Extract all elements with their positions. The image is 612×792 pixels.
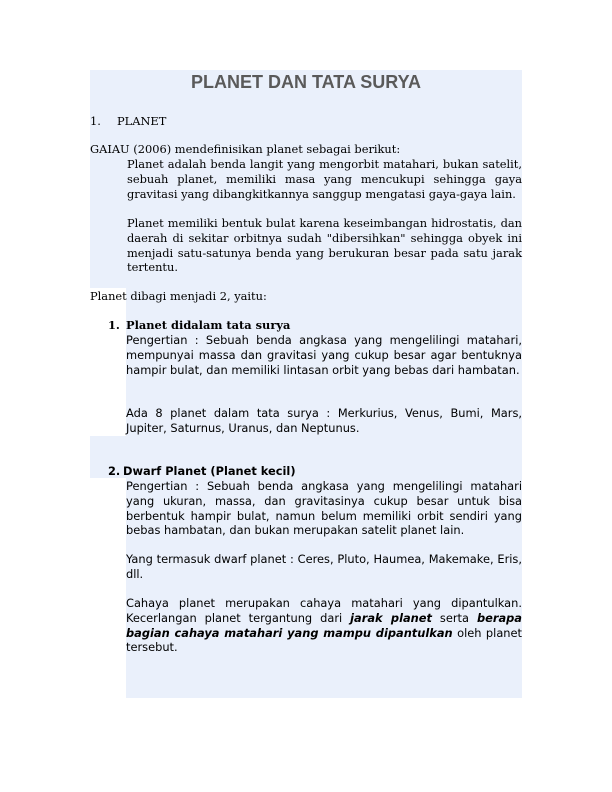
item-1-paragraph-1: Pengertian : Sebuah benda angkasa yang mengelilingi matahari, mempunyai massa dan gravitasi yang cukup besar agar bentuknya hampir bulat, dan memiliki lintasan orbit yang bebas dari hambatan. <box>126 333 522 377</box>
shade-band-1 <box>90 276 126 288</box>
intro-text: GAIAU (2006) mendefinisikan planet sebagai berikut: <box>90 142 401 156</box>
p3-emphasis-jarak: jarak planet <box>350 610 432 625</box>
p3-text-c: serta <box>431 610 477 625</box>
item-2-paragraph-3 <box>126 596 522 655</box>
page-title: PLANET DAN TATA SURYA <box>190 72 421 92</box>
divided-text: Planet dibagi menjadi 2, yaitu: <box>90 289 267 303</box>
section-number: 1. <box>90 114 101 128</box>
item-1-number: 1. <box>108 318 120 332</box>
item-1-paragraph-2: Ada 8 planet dalam tata surya : Merkurius, Venus, Bumi, Mars, Jupiter, Saturnus, Uranus, dan Neptunus. <box>126 406 522 435</box>
item-2-paragraph-2: Yang termasuk dwarf planet : Ceres, Pluto, Haumea, Makemake, Eris, dll. <box>126 552 522 581</box>
item-2-number: 2. <box>108 464 121 478</box>
p3-text-a: Cahaya planet merupakan cahaya matahari yang dipantulkan. Kecerlangan planet tergantung dari <box>126 596 522 625</box>
p3-text-e: oleh planet tersebut. <box>126 625 522 655</box>
item-2-paragraph-1: Pengertian : Sebuah benda angkasa yang mengelilingi matahari yang ukuran, massa, dan gravitasinya cukup besar untuk bisa berbentuk hampir bulat, namun belum memiliki orbit sendiri yang bebas hambatan, dan bukan merupakan satelit planet lain. <box>126 479 522 538</box>
definition-paragraph-1: Planet adalah benda langit yang mengorbit matahari, bukan satelit, sebuah planet, memiliki masa yang mencukupi sehingga gaya gravitasi yang dibangkitkannya sanggup mengatasi gaya-gaya lain. <box>127 157 522 201</box>
item-1-heading: Planet didalam tata surya <box>126 318 291 332</box>
definition-paragraph-2: Planet memiliki bentuk bulat karena keseimbangan hidrostatis, dan daerah di sekitar orbitnya sudah "dibersihkan" sehingga obyek ini menjadi satu-satunya benda yang berukuran besar pada satu jarak tertentu. <box>127 216 522 275</box>
p3-emphasis-bagian: berapa bagian cahaya matahari yang mampu dipantulkan <box>126 610 522 640</box>
item-2-heading: Dwarf Planet (Planet kecil) <box>123 464 296 478</box>
section-heading: PLANET <box>117 114 167 128</box>
